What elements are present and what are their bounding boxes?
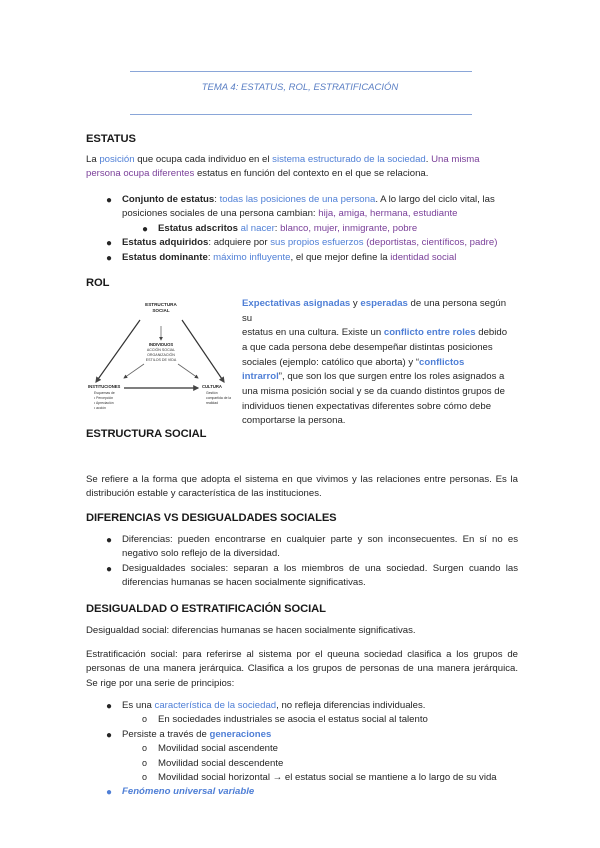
bullet-icon: ● [106, 563, 113, 575]
diferencias-list [106, 533, 518, 591]
bullet-icon: ● [106, 787, 113, 799]
list-item-movilidad-horizontal: o Movilidad social horizontal → el estatus social se mantiene a lo largo de su vida [142, 771, 497, 783]
diagram-right-line3: compartida de la [206, 396, 232, 400]
diagram-center-line4: ESTILOS DE VIDA [145, 358, 177, 362]
list-item-industriales: o En sociedades industriales se asocia el estatus social al talento [142, 714, 428, 726]
heading-estructura-social: ESTRUCTURA SOCIAL [86, 428, 207, 440]
header-rule-bottom [130, 114, 472, 115]
list-item-desigualdades: ● Desigualdades sociales: separan a los miembros de una sociedad. Surgen cuando las diferencias humanas se hacen socialmente significativas. [106, 562, 518, 589]
estatus-list [106, 193, 518, 265]
list-item-generaciones: ● Persiste a través de generaciones [106, 728, 272, 741]
diagram-left-line5: • acción [94, 406, 106, 410]
bullet-icon: ● [106, 252, 113, 264]
diagram-center-line3: ORGANIZACIÓN [147, 353, 175, 357]
diagram-center-line2: ACCIÓN SOCIAL [146, 348, 176, 352]
diagram-top-line1: ESTRUCTURA [145, 302, 177, 307]
circle-bullet-icon: o [142, 714, 148, 725]
bullet-icon: ● [142, 223, 149, 235]
bullet-icon: ● [106, 701, 113, 712]
principios-list [106, 699, 518, 800]
desigualdad-definition: Desigualdad social: diferencias humanas se hacen socialmente significativas. [86, 625, 416, 636]
list-item-adquiridos: ● Estatus adquiridos: adquiere por sus propios esfuerzos (deportistas, científicos, padre) [106, 237, 498, 250]
list-item-adscritos: ● Estatus adscritos al nacer: blanco, mujer, inmigrante, pobre [142, 222, 418, 235]
rol-text: Expectativas asignadas y esperadas de una persona según su estatus en una cultura. Existe un conflicto entre roles debido a que cada persona debe desempeñar distintas posiciones sociales (ejemplo: católico que aborta) y “conflictos intrarrol”, que son los que surgen entre los roles asignados a una misma posición social y se da cuando distintos grupos de individuos tienen expectativas diferentes sobre cómo debe comportarse la persona. [242, 298, 508, 427]
diagram-left-line1: INSTITUCIONES [88, 384, 121, 389]
circle-bullet-icon: o [142, 771, 148, 782]
circle-bullet-icon: o [142, 743, 148, 754]
heading-estatus: ESTATUS [86, 133, 136, 145]
header-rule-top [130, 71, 472, 72]
rol-diagram [86, 298, 236, 420]
estructura-text: Se refiere a la forma que adopta el sistema en que vivimos y las relaciones entre personas. Es la distribución estable y característica de las instituciones. [86, 474, 518, 500]
heading-rol: ROL [86, 277, 110, 289]
bullet-icon: ● [106, 729, 113, 741]
diagram-right-line1: CULTURA [202, 384, 222, 389]
estatus-intro: La posición que ocupa cada individuo en el sistema estructurado de la sociedad. Una misma persona ocupa diferentes estatus en función del contexto en el que se relaciona. [86, 154, 480, 180]
list-item-dominante: ● Estatus dominante: máximo influyente, el que mejor define la identidad social [106, 251, 457, 264]
diagram-right-line4: realidad [206, 401, 219, 405]
list-item-diferencias: ● Diferencias: pueden encontrarse en cualquier parte y son inconsecuentes. En sí no es negativo solo reflejo de la diversidad. [106, 534, 518, 560]
diagram-left-line2: Esquemas de [94, 391, 115, 395]
estratificacion-definition: Estratificación social: para referirse al sistema por el queuna sociedad clasifica a los grupos de personas de una manera jerárquica. Clasifica a los grupos de personas de una manera jerárquica. Se rige por una serie de principios: [86, 649, 518, 689]
heading-desigualdad: DESIGUALDAD O ESTRATIFICACIÓN SOCIAL [86, 603, 326, 615]
heading-diferencias: DIFERENCIAS VS DESIGUALDADES SOCIALES [86, 512, 337, 524]
list-item-movilidad-descendente: o Movilidad social descendente [142, 757, 284, 769]
diagram-left-line3: • Percepción [94, 396, 114, 400]
circle-bullet-icon: o [142, 757, 148, 768]
list-item-movilidad-ascendente: o Movilidad social ascendente [142, 743, 278, 755]
bullet-icon: ● [106, 238, 113, 250]
list-item-conjunto: ● Conjunto de estatus: todas las posiciones de una persona. A lo largo del ciclo vital, las posiciones sociales de una persona cambian: hija, amiga, hermana, estudiante [106, 194, 495, 220]
diagram-top-line2: SOCIAL [152, 308, 170, 313]
diagram-right-line2: Gestión [206, 391, 218, 395]
list-item-fenomeno: ● Fenómeno universal variable [106, 786, 255, 799]
list-item-caracteristica: ● Es una característica de la sociedad, no refleja diferencias individuales. [106, 700, 426, 712]
diagram-center-line1: INDIVIDUOS [148, 342, 174, 347]
diagram-left-line4: • Apreciación [94, 401, 114, 405]
document-title: TEMA 4: ESTATUS, ROL, ESTRATIFICACIÓN [201, 82, 399, 93]
bullet-icon: ● [106, 535, 113, 546]
bullet-icon: ● [106, 195, 113, 206]
